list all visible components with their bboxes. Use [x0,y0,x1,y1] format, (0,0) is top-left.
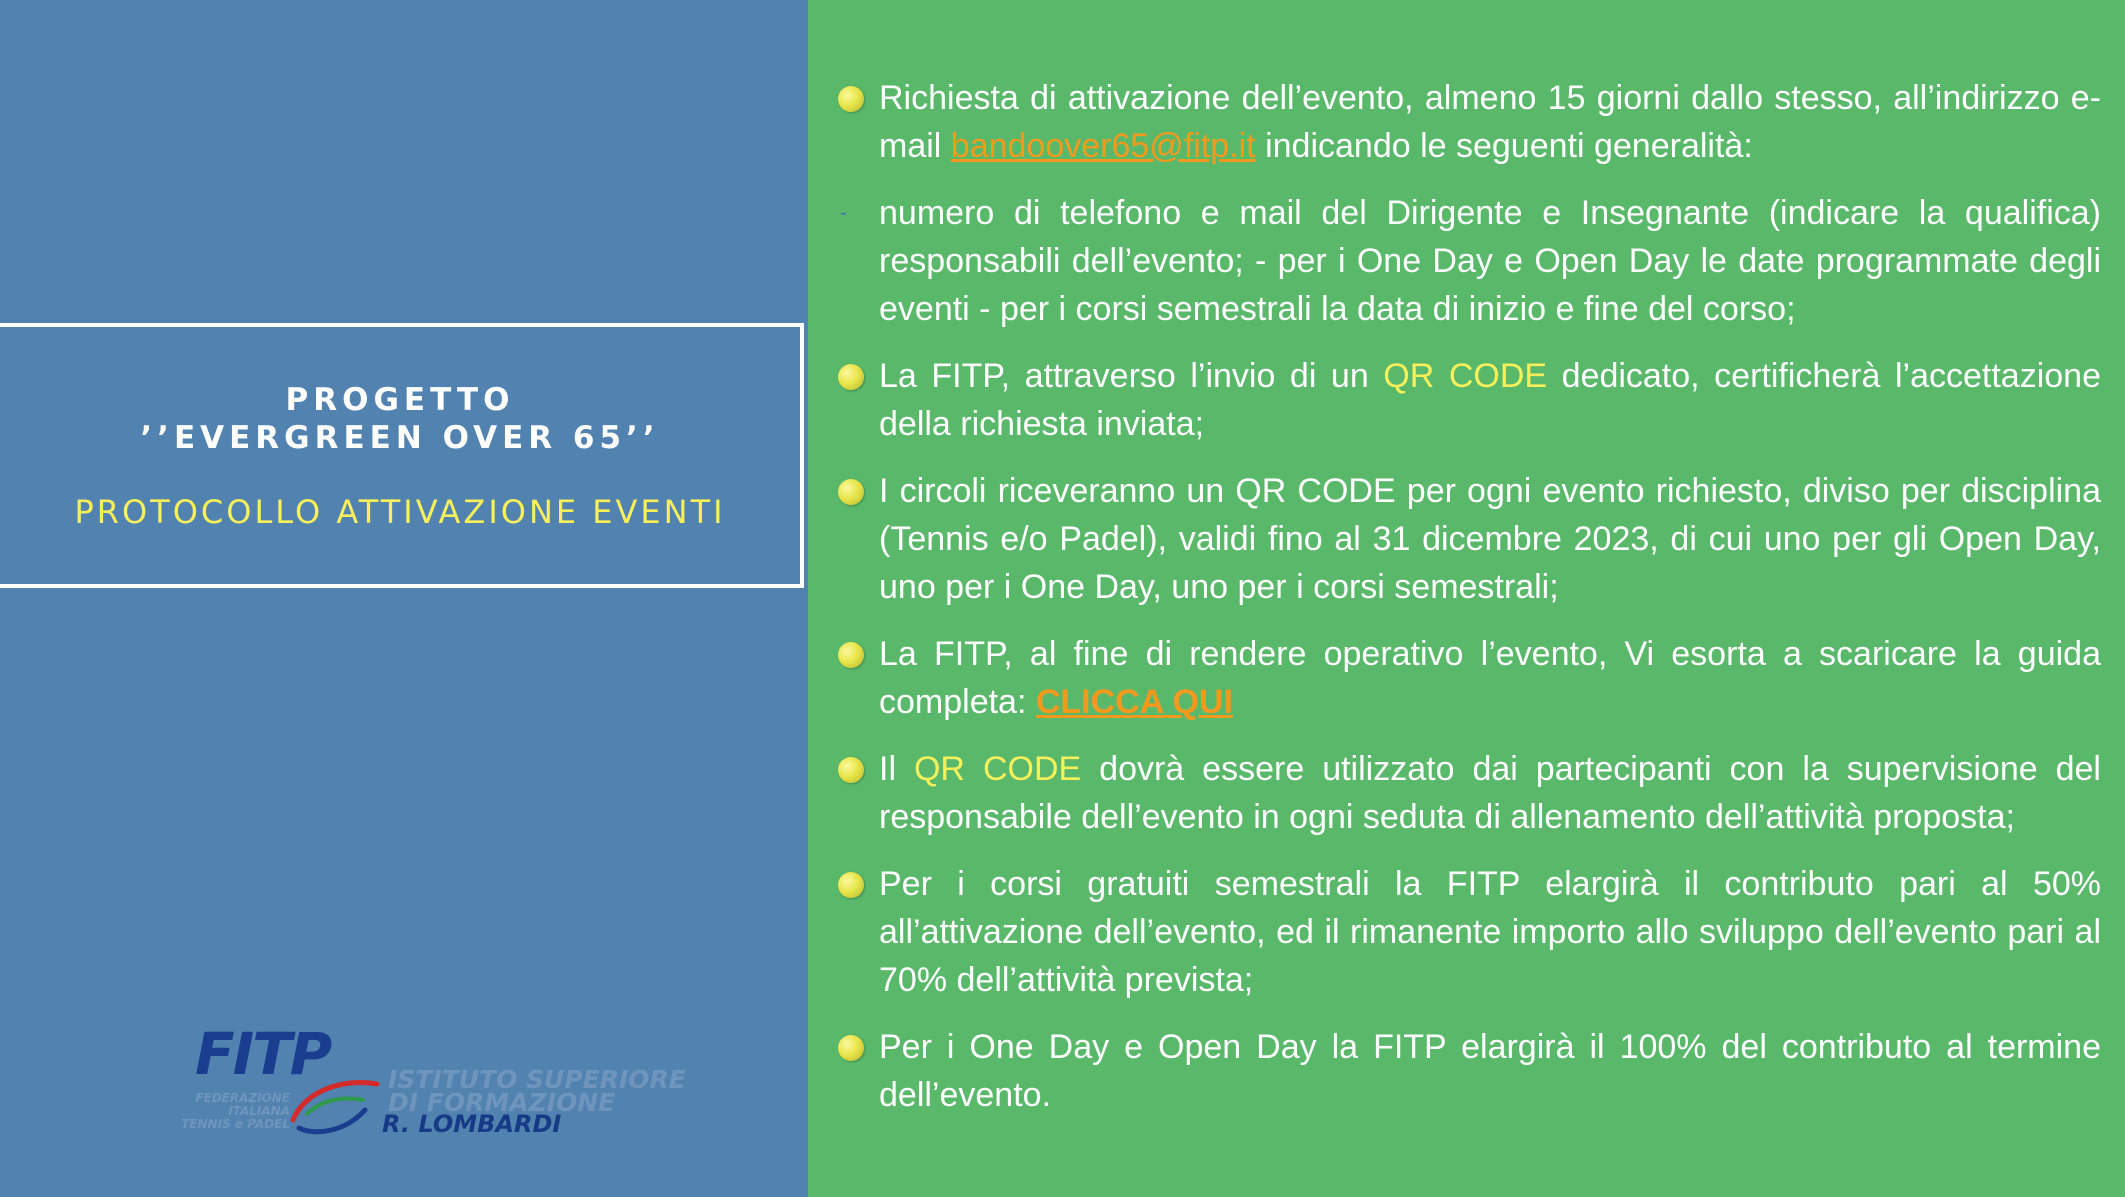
institute-text [388,1065,686,1117]
fitp-logo [150,1020,730,1140]
item-text: dedicato, certificherà l’accettazione della richiesta inviata; [879,357,2101,443]
swoosh-icon [285,1070,385,1140]
item-text: La FITP, al fine di rendere operativo l’evento, Vi esorta a scaricare la guida completa: [879,635,2101,721]
right-panel [808,0,2125,1197]
list-item [838,467,2101,611]
qr-code-highlight: QR CODE [913,750,1082,788]
list-item [838,189,2101,333]
item-text: Richiesta di attivazione dell’evento, almeno 15 giorni dallo stesso, all’indirizzo e-mail [879,79,2101,165]
tennis-ball-icon [838,1035,864,1061]
project-title: PROGETTO [285,381,515,418]
item-text: I circoli riceveranno un QR CODE per ogni evento richiesto, diviso per disciplina (Tennis e/o Padel), validi fino al 31 dicembre 2023, di cui uno per gli Open Day, uno per i One Day, uno per i corsi semestrali; [879,472,2101,606]
item-text: La FITP, attraverso l’invio di un [879,357,1384,395]
list-item [838,352,2101,448]
tennis-ball-icon [838,479,864,505]
email-link[interactable]: bandoover65@fitp.it [950,127,1256,165]
title-box [0,323,804,588]
left-panel [0,0,808,1197]
tennis-ball-icon [838,642,864,668]
list-item [838,860,2101,1004]
fitp-wordmark: FITP [195,1020,331,1088]
protocol-subtitle: PROTOCOLLO ATTIVAZIONE EVENTI [74,492,726,531]
federation-line-1: FEDERAZIONE [195,1091,290,1105]
list-item [838,1023,2101,1119]
list-item [838,630,2101,726]
institute-line-2: DI FORMAZIONE [388,1088,616,1117]
item-text: indicando le seguenti generalità: [1255,127,1753,165]
federation-line-2: ITALIANA [228,1104,290,1118]
institute-line-1: ISTITUTO SUPERIORE [388,1065,686,1094]
qr-code-highlight: QR CODE [1383,357,1548,395]
item-text: Per i One Day e Open Day la FITP elargirà il 100% del contributo al termine dell’evento. [879,1028,2101,1114]
list-item [838,74,2101,170]
item-text: numero di telefono e mail del Dirigente e Insegnante (indicare la qualifica) responsabili dell’evento; - per i One Day e Open Day le date programmate degli eventi - per i corsi semestrali la data di inizio e fine del corso; [879,194,2101,328]
item-text: Il [879,750,914,788]
tennis-ball-icon [838,872,864,898]
institute-name: R. LOMBARDI [382,1110,562,1138]
item-text: Per i corsi gratuiti semestrali la FITP elargirà il contributo pari al 50% all’attivazione dell’evento, ed il rimanente importo allo sviluppo dell’evento pari al 70% dell’attività prevista; [879,865,2101,999]
tennis-ball-icon [838,86,864,112]
clicca-qui-link[interactable]: CLICCA QUI [1035,683,1233,721]
project-name: ’’EVERGREEN OVER 65’’ [140,419,660,456]
federation-text [150,1092,290,1131]
list-item [838,745,2101,841]
federation-line-3: TENNIS e PADEL [181,1117,290,1131]
tennis-ball-icon [838,757,864,783]
item-text: dovrà essere utilizzato dai partecipanti con la supervisione del responsabile dell’evento in ogni seduta di allenamento dell’attività proposta; [879,750,2101,836]
protocol-list [838,74,2101,1138]
tennis-ball-icon [838,364,864,390]
dash-marker: - [840,202,847,224]
